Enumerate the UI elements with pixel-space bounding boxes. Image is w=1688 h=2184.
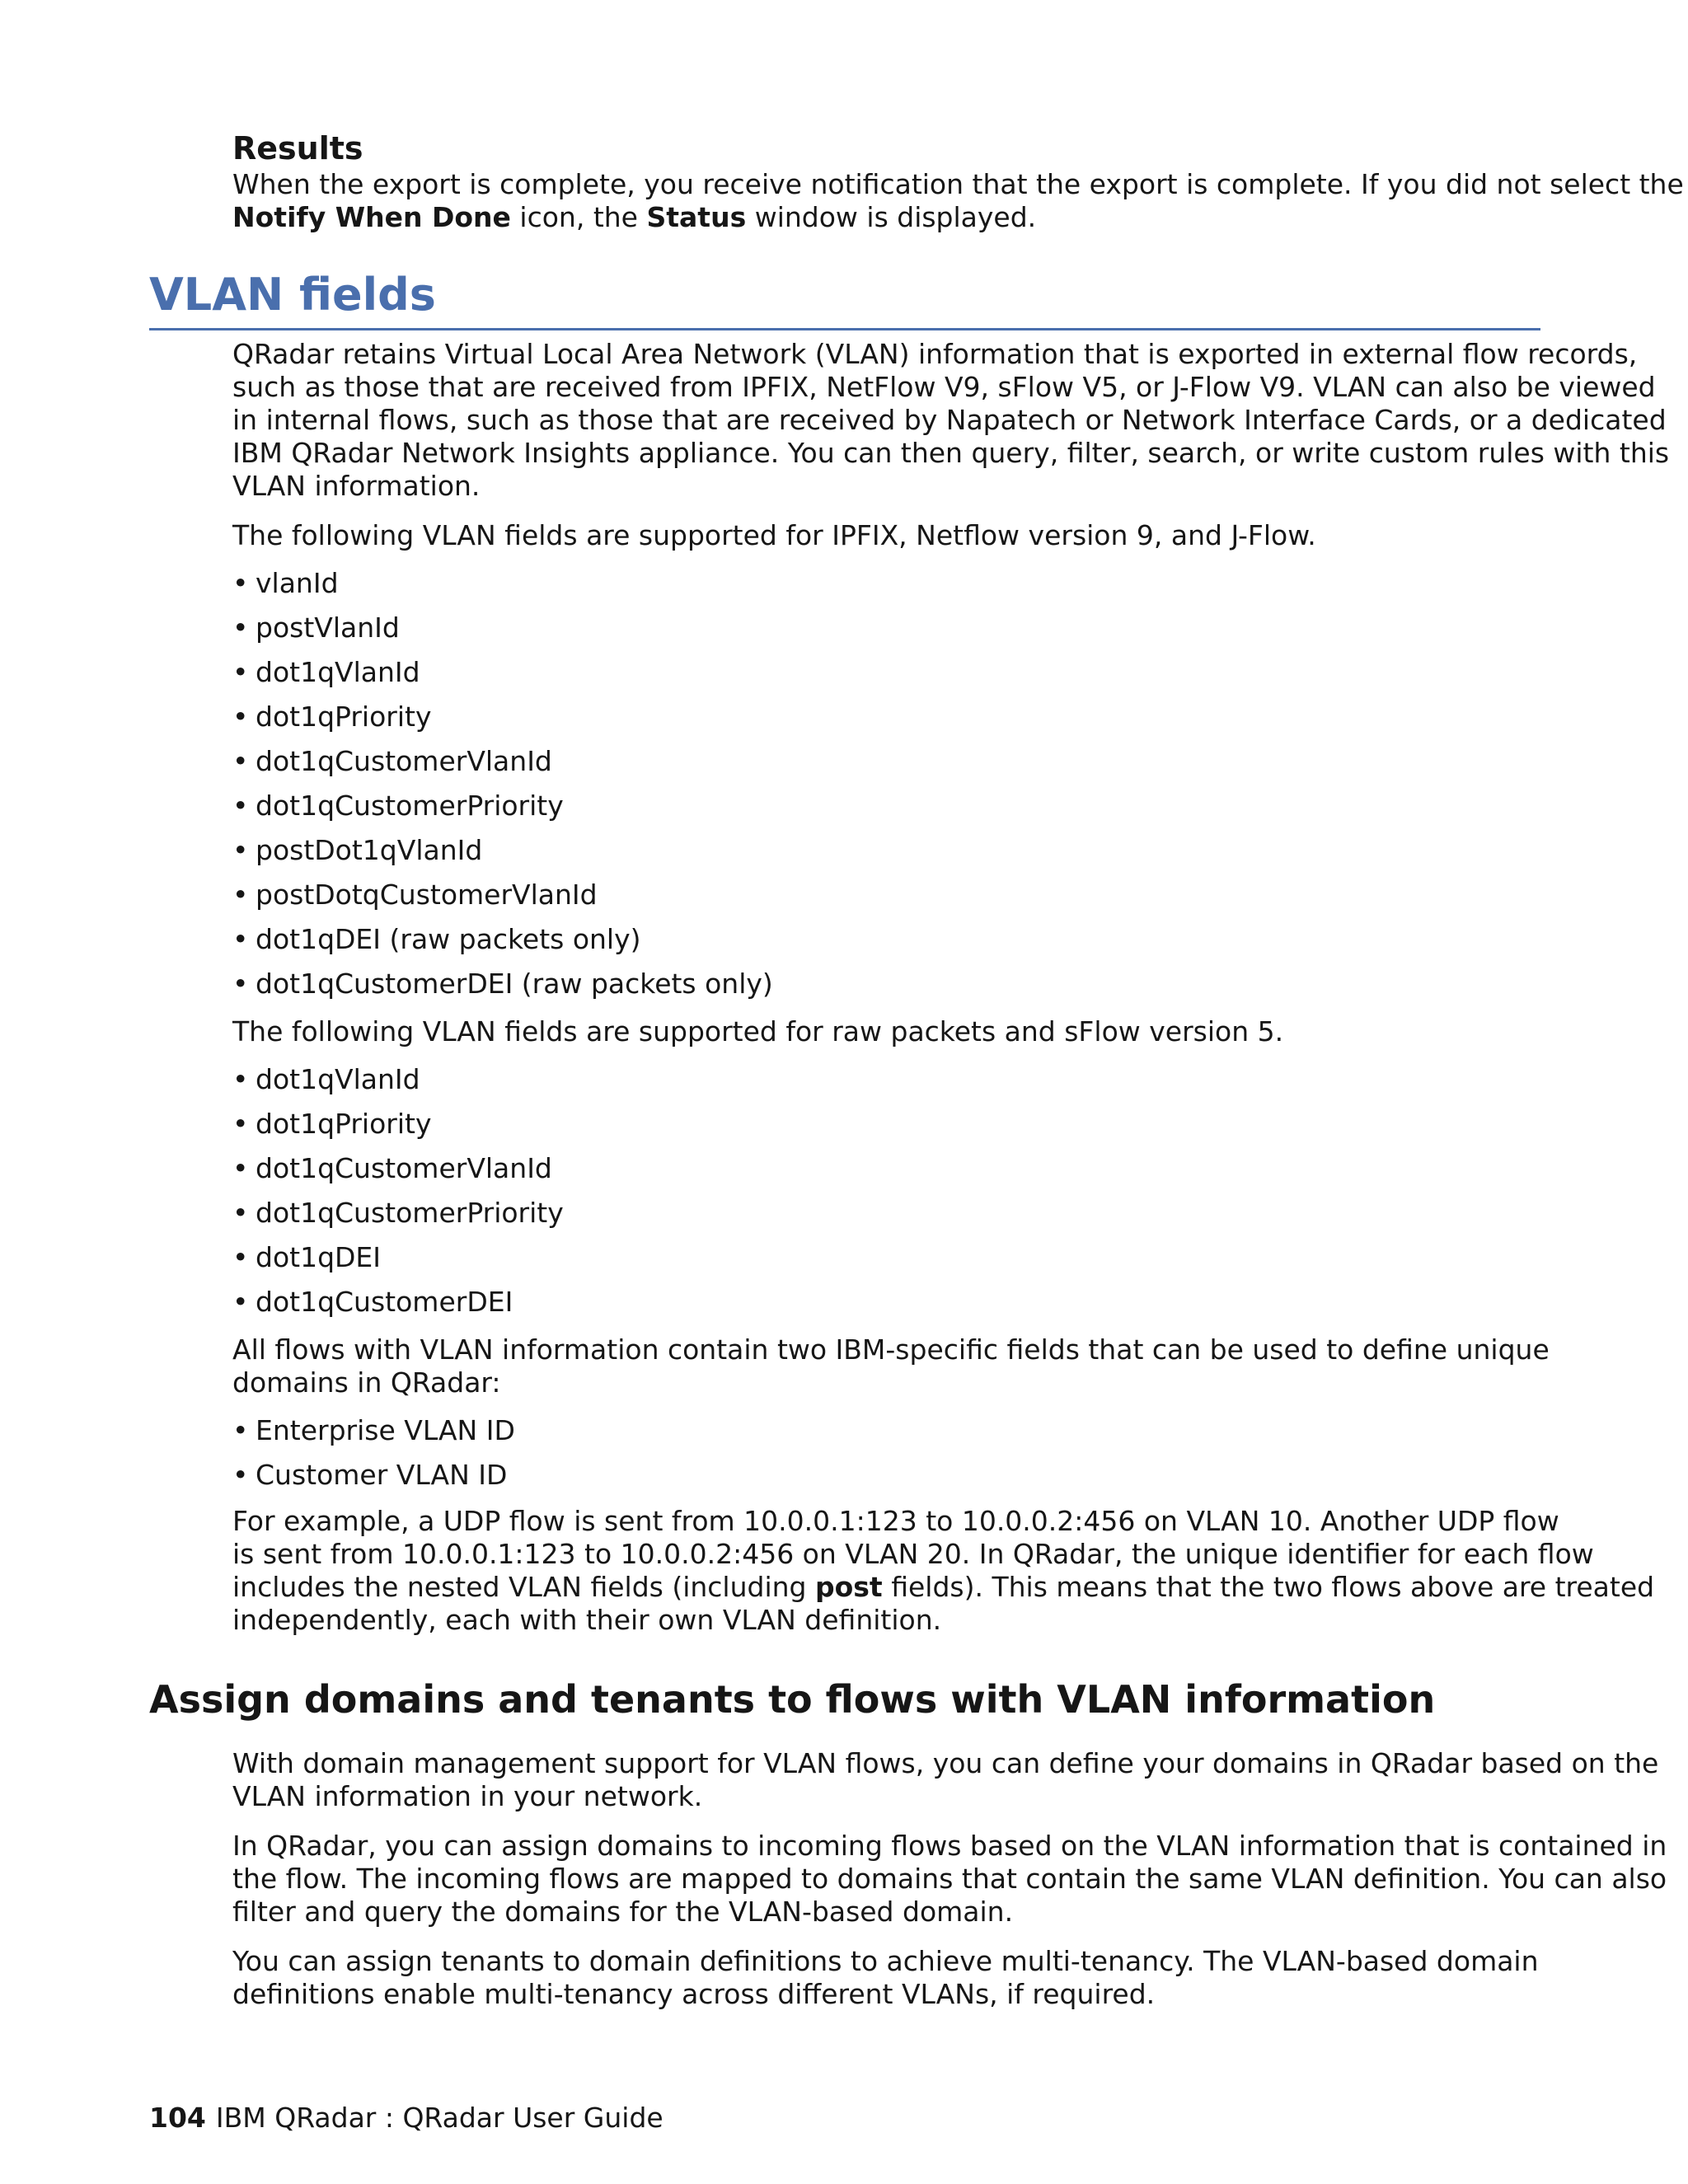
list-item: • dot1qDEI: [232, 1241, 382, 1273]
list-item: • dot1qDEI (raw packets only): [232, 923, 641, 955]
assign-line: In QRadar, you can assign domains to incoming flows based on the VLAN information that is contained in: [232, 1830, 1667, 1862]
list-item: • vlanId: [232, 567, 339, 599]
list-item: • dot1qCustomerDEI (raw packets only): [232, 968, 773, 1000]
example-line: For example, a UDP flow is sent from 10.0.0.1:123 to 10.0.0.2:456 on VLAN 10. Another UDP flow: [232, 1505, 1559, 1537]
results-line-1: When the export is complete, you receive notification that the export is complete. If you did not select the: [232, 168, 1684, 200]
assign-domains-heading: Assign domains and tenants to flows with VLAN information: [149, 1677, 1436, 1722]
vlan-intro-line: in internal flows, such as those that are received by Napatech or Network Interface Cards, or a dedicated: [232, 404, 1667, 436]
vlan-intro-paragraph: [232, 338, 1670, 503]
vlan-intro-line: QRadar retains Virtual Local Area Network (VLAN) information that is exported in external flow records,: [232, 338, 1638, 370]
example-line: includes the nested VLAN fields (including: [232, 1571, 815, 1603]
ibm-intro-line: All flows with VLAN information contain two IBM-specific fields that can be used to define unique: [232, 1333, 1550, 1366]
raw-intro-text: The following VLAN fields are supported for raw packets and sFlow version 5.: [232, 1015, 1284, 1047]
post-term: post: [815, 1571, 883, 1603]
vlan-intro-line: such as those that are received from IPFIX, NetFlow V9, sFlow V5, or J-Flow V9. VLAN can also be viewed: [232, 371, 1656, 403]
assign-line: With domain management support for VLAN flows, you can define your domains in QRadar based on the: [232, 1747, 1659, 1779]
list-item: • dot1qCustomerVlanId: [232, 1152, 552, 1184]
document-title: IBM QRadar : QRadar User Guide: [215, 2102, 663, 2134]
results-end-text: window is displayed.: [746, 201, 1037, 233]
example-line: independently, each with their own VLAN definition.: [232, 1604, 942, 1636]
assign-line: the flow. The incoming flows are mapped to domains that contain the same VLAN definition. You can also: [232, 1863, 1667, 1895]
vlan-intro-line: VLAN information.: [232, 470, 481, 502]
list-item: • dot1qVlanId: [232, 1063, 420, 1095]
list-item: • Enterprise VLAN ID: [232, 1414, 515, 1446]
assign-line: filter and query the domains for the VLAN-based domain.: [232, 1896, 1014, 1928]
example-line: fields). This means that the two flows above are treated: [882, 1571, 1655, 1603]
list-item: • postDotqCustomerVlanId: [232, 879, 598, 911]
list-item: • dot1qCustomerDEI: [232, 1286, 513, 1318]
list-item: • dot1qVlanId: [232, 656, 420, 688]
vlan-intro-line: IBM QRadar Network Insights appliance. You can then query, filter, search, or write custom rules with this: [232, 437, 1670, 469]
page-number: 104: [149, 2102, 206, 2134]
assign-line: You can assign tenants to domain definitions to achieve multi-tenancy. The VLAN-based domain: [232, 1945, 1539, 1977]
ibm-intro: [232, 1333, 1551, 1399]
example-line: is sent from 10.0.0.1:123 to 10.0.0.2:456 on VLAN 20. In QRadar, the unique identifier for each flow: [232, 1538, 1594, 1570]
page-footer: [149, 2102, 663, 2135]
list-item: • postDot1qVlanId: [232, 834, 483, 866]
vlan-fields-heading: VLAN fields: [149, 264, 1540, 330]
ipfix-fields-list: [232, 561, 1551, 1006]
assign-p1-text: [232, 1747, 1659, 1813]
assign-p2-text: [232, 1830, 1667, 1929]
ibm-intro-line: domains in QRadar:: [232, 1366, 501, 1399]
assign-line: VLAN information in your network.: [232, 1780, 703, 1812]
ibm-fields-list: [232, 1408, 1551, 1497]
list-item: • Customer VLAN ID: [232, 1459, 508, 1491]
assign-paragraph-2: [232, 1830, 1667, 1929]
list-item: • dot1qPriority: [232, 701, 432, 733]
assign-line: definitions enable multi-tenancy across different VLANs, if required.: [232, 1978, 1156, 2010]
vlan-intro: [232, 338, 1670, 503]
status-term: Status: [646, 201, 747, 233]
example-text: [232, 1505, 1655, 1637]
results-text: [232, 168, 1684, 234]
list-item: • dot1qPriority: [232, 1108, 432, 1140]
example-paragraph: [232, 1505, 1655, 1637]
list-item: • dot1qCustomerPriority: [232, 1197, 564, 1229]
raw-fields-list: [232, 1057, 1551, 1324]
assign-p3-text: [232, 1945, 1551, 2011]
ipfix-intro: [232, 519, 1551, 552]
results-heading: Results: [232, 130, 363, 166]
results-mid-text: icon, the: [510, 201, 647, 233]
list-item: • postVlanId: [232, 612, 400, 644]
list-item: • dot1qCustomerPriority: [232, 790, 564, 822]
list-item: • dot1qCustomerVlanId: [232, 745, 552, 777]
raw-intro: [232, 1015, 1551, 1048]
ipfix-intro-text: The following VLAN fields are supported for IPFIX, Netflow version 9, and J-Flow.: [232, 519, 1316, 551]
ibm-intro-text: [232, 1333, 1551, 1399]
assign-paragraph-1: [232, 1747, 1659, 1813]
assign-paragraph-3: [232, 1945, 1551, 2011]
notify-when-done-term: Notify When Done: [232, 201, 511, 233]
results-block: [232, 129, 1684, 234]
